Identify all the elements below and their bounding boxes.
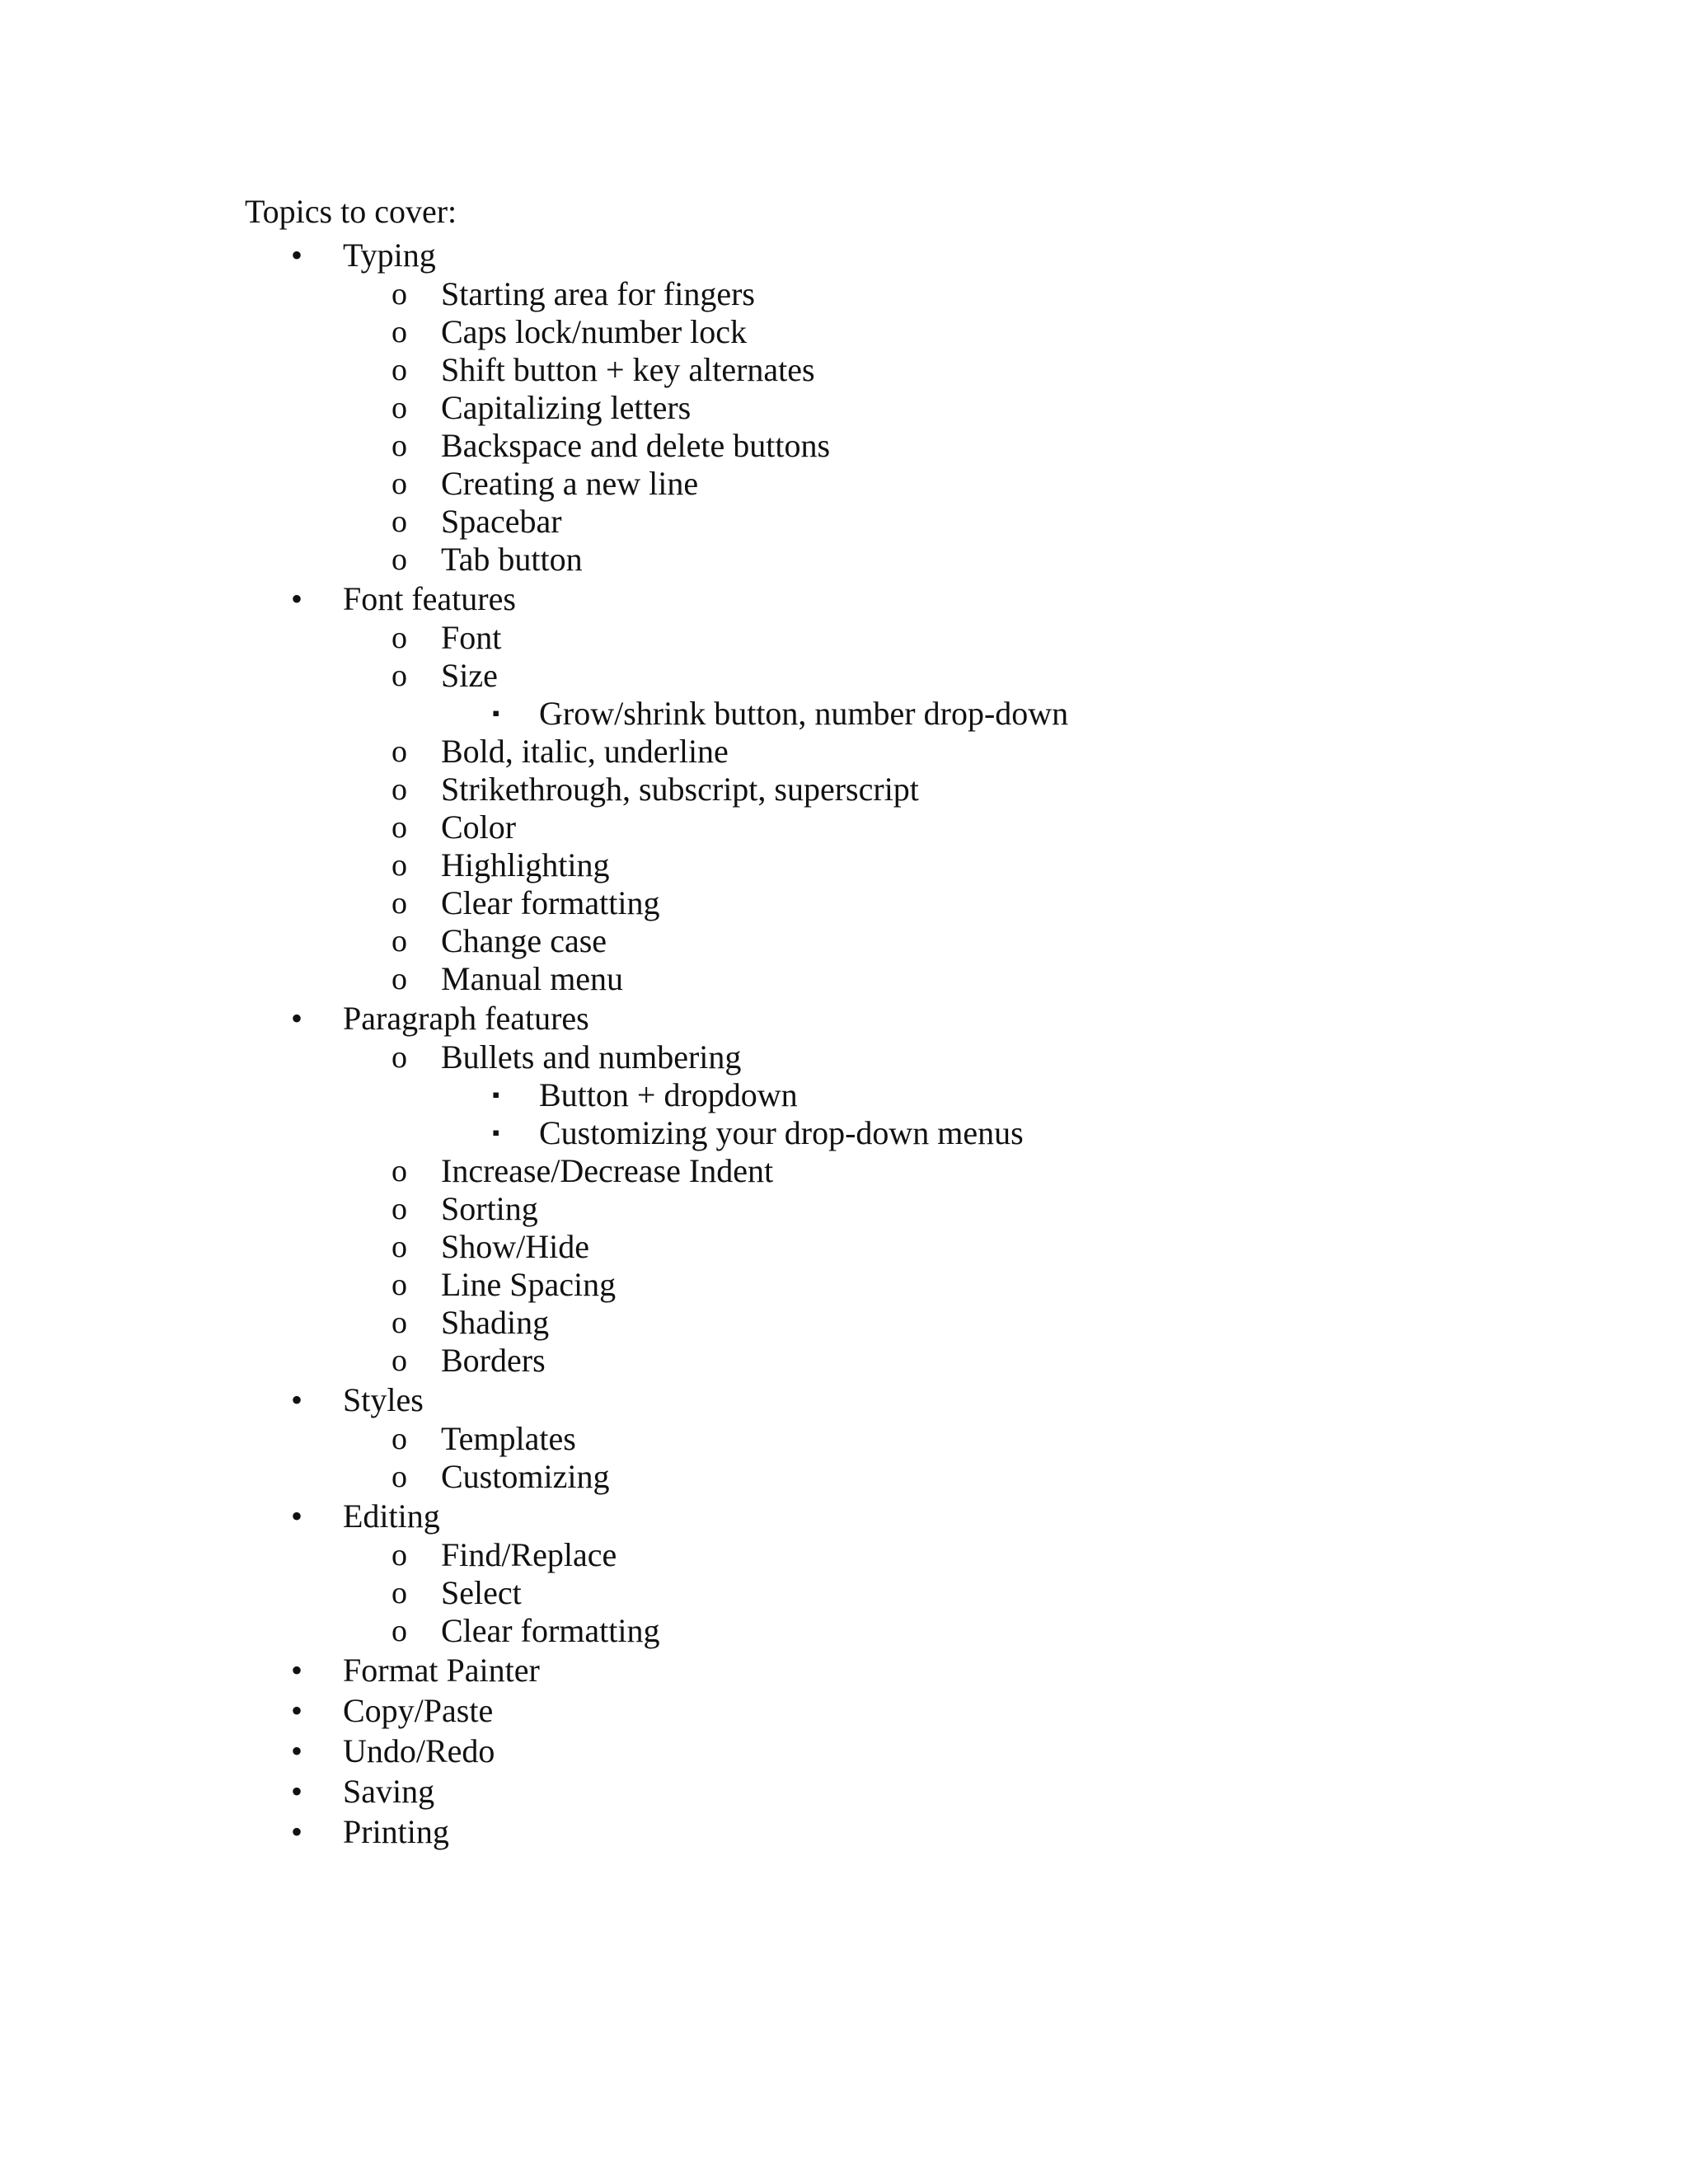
outline-item-text: Saving [343,1773,435,1810]
bullet-circle-icon: o [392,1268,407,1302]
outline-item-level-2 [0,1304,1688,1342]
outline-item-text: Show/Hide [441,1228,589,1265]
outline-item-text: Bullets and numbering [441,1038,742,1076]
outline-item-text: Highlighting [441,846,610,883]
outline-item-text: Printing [343,1813,449,1850]
bullet-circle-icon: o [392,810,407,845]
bullet-dot-icon: • [291,1732,303,1769]
outline-item-text: Customizing [441,1458,610,1495]
bullet-circle-icon: o [392,621,407,655]
outline-item-text: Shading [441,1304,550,1341]
outline-item-text: Customizing your drop-down menus [539,1114,1024,1151]
outline-item-text: Increase/Decrease Indent [441,1152,774,1189]
outline-item-level-1 [0,1650,1688,1690]
bullet-dot-icon: • [291,1652,303,1689]
bullet-circle-icon: o [392,924,407,958]
outline-item-level-2 [0,275,1688,313]
bullet-circle-icon: o [392,848,407,883]
outline-item-text: Size [441,657,498,694]
outline-item-level-2 [0,1152,1688,1190]
bullet-circle-icon: o [392,1192,407,1226]
outline-item-level-2 [0,427,1688,465]
outline-item-level-2 [0,884,1688,922]
outline-item-level-3 [0,1076,1688,1114]
bullet-dot-icon: • [291,1381,303,1418]
bullet-dot-icon: • [291,1000,303,1037]
outline-item-level-1 [0,1811,1688,1852]
bullet-circle-icon: o [392,962,407,996]
outline-item-level-1 [0,1690,1688,1731]
outline-item-level-3 [0,695,1688,733]
outline-item-text: Caps lock/number lock [441,313,748,350]
outline-item-text: Grow/shrink button, number drop-down [539,695,1069,732]
outline-item-level-2 [0,846,1688,884]
outline-item-text: Copy/Paste [343,1692,494,1729]
document-heading: Topics to cover: [245,193,457,230]
bullet-circle-icon: o [392,1422,407,1456]
bullet-circle-icon: o [392,1040,407,1075]
outline-item-level-2 [0,1458,1688,1496]
outline-item-level-1 [0,1771,1688,1811]
outline-item-text: Creating a new line [441,465,699,502]
outline-item-level-2 [0,960,1688,998]
outline-item-level-2 [0,503,1688,541]
bullet-circle-icon: o [392,1576,407,1610]
bullet-circle-icon: o [392,1538,407,1572]
outline-item-level-2 [0,541,1688,579]
outline-item-text: Font [441,619,502,656]
outline-item-text: Find/Replace [441,1536,617,1573]
outline-item-level-2 [0,771,1688,808]
bullet-dot-icon: • [291,1773,303,1810]
outline-item-text: Editing [343,1497,440,1535]
outline-item-level-1 [0,1731,1688,1771]
bullet-circle-icon: o [392,734,407,769]
outline-item-text: Backspace and delete buttons [441,427,831,464]
outline-item-text: Strikethrough, subscript, superscript [441,771,919,808]
outline-item-level-2 [0,1266,1688,1304]
outline-item-level-1 [0,235,1688,275]
outline-item-text: Styles [343,1381,424,1418]
outline-item-text: Line Spacing [441,1266,617,1303]
outline-item-level-2 [0,351,1688,389]
outline-item-text: Sorting [441,1190,538,1227]
outline-item-level-2 [0,1228,1688,1266]
outline-item-level-2 [0,465,1688,503]
bullet-circle-icon: o [392,1154,407,1188]
bullet-square-icon: ▪ [492,1083,500,1107]
outline-item-text: Spacebar [441,503,562,540]
bullet-circle-icon: o [392,1343,407,1378]
bullet-circle-icon: o [392,429,407,463]
outline-item-level-3 [0,1114,1688,1152]
outline-item-text: Font features [343,580,516,617]
bullet-circle-icon: o [392,886,407,921]
outline-item-level-1 [0,998,1688,1038]
bullet-dot-icon: • [291,1497,303,1535]
outline-item-text: Button + dropdown [539,1076,798,1113]
outline-item-text: Templates [441,1420,576,1457]
outline-item-level-2 [0,1574,1688,1612]
outline-item-level-2 [0,922,1688,960]
bullet-dot-icon: • [291,237,303,274]
bullet-square-icon: ▪ [492,701,500,725]
bullet-dot-icon: • [291,580,303,617]
outline-item-text: Manual menu [441,960,624,997]
outline-item-text: Capitalizing letters [441,389,692,426]
outline-item-text: Typing [343,237,436,274]
outline-item-level-2 [0,1612,1688,1650]
topic-outline-list [0,235,1688,1852]
outline-item-level-2 [0,657,1688,695]
outline-item-text: Undo/Redo [343,1732,495,1769]
outline-item-level-1 [0,1380,1688,1420]
bullet-dot-icon: • [291,1692,303,1729]
bullet-square-icon: ▪ [492,1121,500,1145]
outline-item-level-2 [0,1420,1688,1458]
outline-item-level-2 [0,389,1688,427]
outline-item-text: Shift button + key alternates [441,351,815,388]
bullet-circle-icon: o [392,277,407,312]
outline-item-text: Change case [441,922,607,959]
outline-item-text: Tab button [441,541,583,578]
bullet-circle-icon: o [392,1230,407,1264]
outline-item-text: Select [441,1574,522,1611]
outline-item-level-2 [0,1038,1688,1076]
bullet-circle-icon: o [392,772,407,807]
outline-item-text: Format Painter [343,1652,540,1689]
outline-item-text: Color [441,808,517,846]
bullet-circle-icon: o [392,315,407,349]
bullet-circle-icon: o [392,504,407,539]
outline-item-level-2 [0,313,1688,351]
outline-item-text: Clear formatting [441,1612,660,1649]
bullet-circle-icon: o [392,391,407,425]
outline-item-level-1 [0,1496,1688,1536]
outline-item-level-2 [0,1536,1688,1574]
outline-item-text: Borders [441,1342,546,1379]
bullet-circle-icon: o [392,1460,407,1494]
bullet-circle-icon: o [392,1614,407,1648]
outline-item-level-2 [0,1190,1688,1228]
outline-item-text: Starting area for fingers [441,275,755,312]
bullet-circle-icon: o [392,466,407,501]
bullet-circle-icon: o [392,353,407,387]
outline-item-level-2 [0,1342,1688,1380]
outline-item-level-2 [0,733,1688,771]
bullet-circle-icon: o [392,1305,407,1340]
bullet-circle-icon: o [392,658,407,693]
outline-item-level-2 [0,619,1688,657]
bullet-dot-icon: • [291,1813,303,1850]
outline-item-text: Bold, italic, underline [441,733,729,770]
outline-item-text: Paragraph features [343,1000,589,1037]
outline-item-level-2 [0,808,1688,846]
bullet-circle-icon: o [392,542,407,577]
outline-item-text: Clear formatting [441,884,660,921]
outline-item-level-1 [0,579,1688,619]
